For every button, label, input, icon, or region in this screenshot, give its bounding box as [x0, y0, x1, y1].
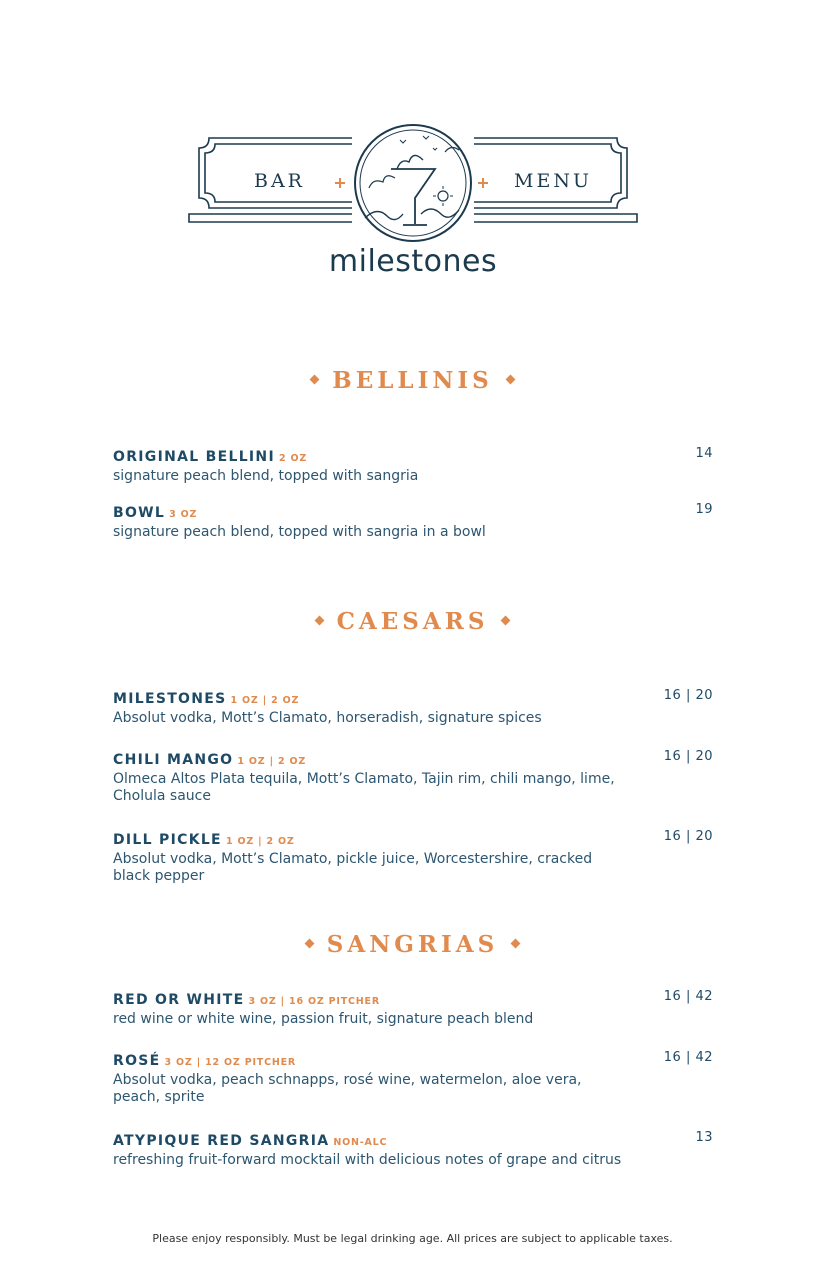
- item-description: signature peach blend, topped with sangria: [113, 468, 419, 484]
- menu-item-rose: [113, 1050, 713, 1106]
- diamond-icon: [511, 938, 521, 948]
- item-size: 3 OZ | 12 OZ PITCHER: [164, 1057, 297, 1068]
- item-name: CHILI MANGO: [113, 752, 234, 768]
- item-description: Olmeca Altos Plata tequila, Mott’s Clamato, Tajin rim, chili mango, lime, Cholula sauce: [113, 771, 615, 804]
- item-size: 2 OZ: [278, 453, 308, 464]
- item-name: ORIGINAL BELLINI: [113, 449, 275, 465]
- bar-menu-logo: [187, 122, 639, 282]
- item-name: ATYPIQUE RED SANGRIA: [113, 1133, 330, 1149]
- diamond-icon: [501, 615, 511, 625]
- item-name: ROSÉ: [113, 1053, 161, 1069]
- menu-item-original-bellini: [113, 446, 713, 485]
- item-description: signature peach blend, topped with sangria in a bowl: [113, 524, 486, 540]
- item-description: red wine or white wine, passion fruit, signature peach blend: [113, 1011, 534, 1027]
- section-title-sangrias: SANGRIAS: [0, 931, 825, 958]
- menu-item-red-or-white: [113, 989, 713, 1028]
- menu-item-milestones: [113, 688, 713, 727]
- logo-menu-text: MENU: [514, 170, 592, 192]
- brand-name: milestones: [328, 244, 498, 279]
- item-description: Absolut vodka, Mott’s Clamato, pickle juice, Worcestershire, cracked black pepper: [113, 851, 593, 884]
- footer-disclaimer: Please enjoy responsibly. Must be legal drinking age. All prices are subject to applicable taxes.: [152, 1232, 673, 1245]
- item-size: 1 OZ | 2 OZ: [237, 756, 307, 767]
- item-price: 16 | 42: [663, 1050, 713, 1065]
- item-price: 13: [695, 1130, 713, 1145]
- diamond-icon: [505, 374, 515, 384]
- item-price: 14: [695, 446, 713, 461]
- item-price: 16 | 42: [663, 989, 713, 1004]
- diamond-icon: [310, 374, 320, 384]
- item-size: 3 OZ: [169, 509, 198, 520]
- item-description: Absolut vodka, peach schnapps, rosé wine, watermelon, aloe vera, peach, sprite: [113, 1072, 582, 1105]
- item-price: 16 | 20: [663, 688, 713, 703]
- menu-item-dill-pickle: [113, 829, 713, 885]
- item-name: DILL PICKLE: [113, 832, 222, 848]
- item-size: NON-ALC: [333, 1137, 388, 1148]
- diamond-icon: [314, 615, 324, 625]
- menu-item-bowl: [113, 502, 713, 541]
- item-size: 3 OZ | 16 OZ PITCHER: [248, 996, 380, 1007]
- item-description: Absolut vodka, Mott’s Clamato, horseradish, signature spices: [113, 710, 542, 726]
- item-description: refreshing fruit-forward mocktail with delicious notes of grape and citrus: [113, 1152, 622, 1168]
- item-price: 16 | 20: [663, 829, 713, 844]
- menu-item-chili-mango: [113, 749, 713, 805]
- item-price: 16 | 20: [663, 749, 713, 764]
- diamond-icon: [304, 938, 314, 948]
- logo-bar-text: BAR: [254, 170, 305, 192]
- item-size: 1 OZ | 2 OZ: [230, 695, 300, 706]
- item-name: BOWL: [113, 505, 166, 521]
- menu-item-atypique-red-sangria: [113, 1130, 713, 1169]
- item-size: 1 OZ | 2 OZ: [225, 836, 295, 847]
- item-name: RED OR WHITE: [113, 992, 245, 1008]
- section-title-bellinis: BELLINIS: [0, 367, 825, 394]
- item-name: MILESTONES: [113, 691, 227, 707]
- section-title-caesars: CAESARS: [0, 608, 825, 635]
- item-price: 19: [695, 502, 713, 517]
